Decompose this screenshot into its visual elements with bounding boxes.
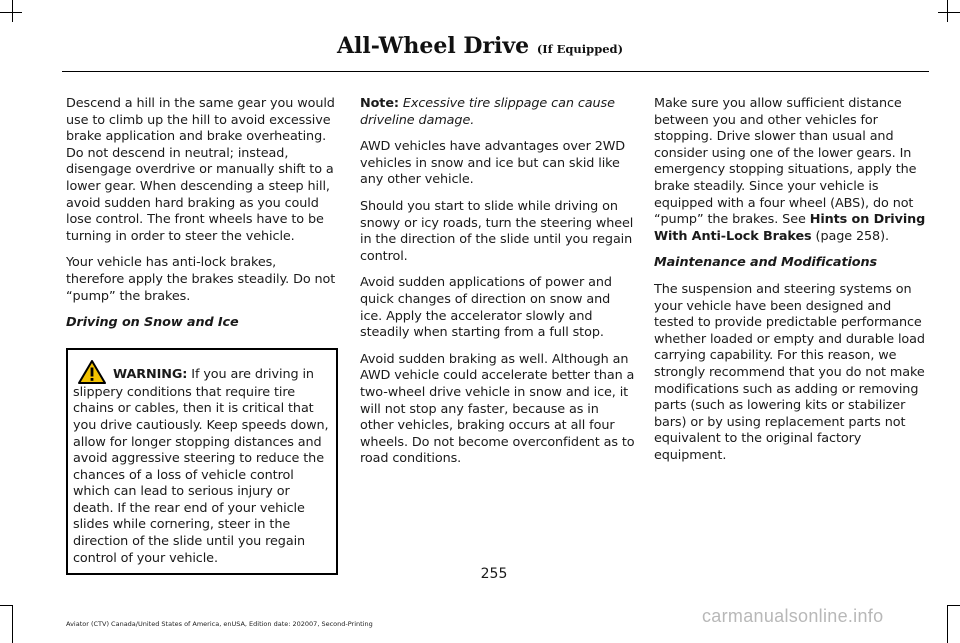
column-left [66, 96, 338, 575]
footer-text: Aviator (CTV) Canada/United States of America, enUSA, Edition date: 202007, Second-Printing [66, 620, 373, 628]
crop-mark [947, 605, 948, 643]
page-reference: (page 258). [811, 228, 889, 244]
paragraph-text: Make sure you allow sufficient distance between you and other vehicles for stopping. Drive slower than usual and consider using one of the lower gears. In emergency stopping situations, apply the brake steadily. Since your vehicle is equipped with a four wheel (ABS), do not “pump” the brakes. See [654, 96, 917, 228]
warning-text: slippery conditions that require tire chains or cables, then it is critical that you drive cautiously. Keep speeds down, allow for longer stopping distances and avoid aggressive steering to reduce the chances of a loss of vehicle control which can lead to serious injury or death. If the rear end of your vehicle slides while cornering, steer in the direction of the slide until you regain control of your vehicle. [73, 384, 329, 566]
crop-mark [12, 605, 13, 643]
note-text: Excessive tire slippage can cause driveline damage. [360, 96, 615, 128]
crop-mark [947, 605, 960, 606]
paragraph: The suspension and steering systems on your vehicle have been designed and tested to provide predictable performance whether loaded or empty and durable load carrying capability. For this reason, we strongly recommend that you do not make modifications such as adding or removing parts (such as lowering kits or stabilizer bars) or by using replacement parts not equivalent to the original factory equipment. [654, 281, 925, 463]
paragraph: Descend a hill in the same gear you would use to climb up the hill to avoid excessive brake application and brake overheating. Do not descend in neutral; instead, disengage overdrive or manually shift to a lower gear. When descending a steep hill, avoid sudden hard braking as you could lose control. The front wheels have to be turning in order to steer the vehicle. [66, 96, 335, 244]
watermark: carmanualsonline.info [702, 606, 884, 626]
warning-label: WARNING: [113, 366, 188, 382]
paragraph: AWD vehicles have advantages over 2WD vehicles in snow and ice but can skid like any other vehicle. [360, 139, 626, 188]
section-heading: Maintenance and Modifications [654, 255, 877, 271]
section-heading: Driving on Snow and Ice [66, 315, 239, 331]
warning-first-line: If you are driving in [187, 366, 314, 382]
paragraph: Your vehicle has anti-lock brakes, therefore apply the brakes steadily. Do not “pump” the brakes. [66, 255, 336, 304]
page-title [0, 30, 960, 65]
column-middle [360, 96, 636, 478]
page-number: 255 [480, 566, 508, 582]
page-title-main: All-Wheel Drive [336, 33, 530, 59]
warning-box [66, 348, 338, 576]
page-title-subtitle: (If Equipped) [536, 42, 624, 56]
note [360, 96, 636, 129]
cross-reference-link[interactable]: Hints on Driving With Anti-Lock Brakes [654, 212, 926, 244]
paragraph: Avoid sudden braking as well. Although an AWD vehicle could accelerate better than a two-wheel drive vehicle in snow and ice, it will not stop any faster, because as in other vehicles, braking occurs at all four wheels. Do not become overconfident as to road conditions. [360, 351, 635, 467]
header-divider [62, 71, 929, 72]
note-label: Note: [360, 96, 399, 111]
paragraph [654, 96, 932, 245]
warning-triangle-icon [77, 359, 107, 385]
paragraph: Avoid sudden applications of power and quick changes of direction on snow and ice. Apply the accelerator slowly and steadily when starting from a full stop. [360, 275, 612, 341]
crop-mark [947, 0, 948, 22]
crop-mark [0, 12, 22, 13]
paragraph: Should you start to slide while driving on snowy or icy roads, turn the steering wheel in the direction of the slide until you regain control. [360, 198, 634, 264]
crop-mark [0, 605, 13, 606]
column-right [654, 96, 932, 474]
crop-mark [938, 12, 960, 13]
crop-mark [12, 0, 13, 22]
